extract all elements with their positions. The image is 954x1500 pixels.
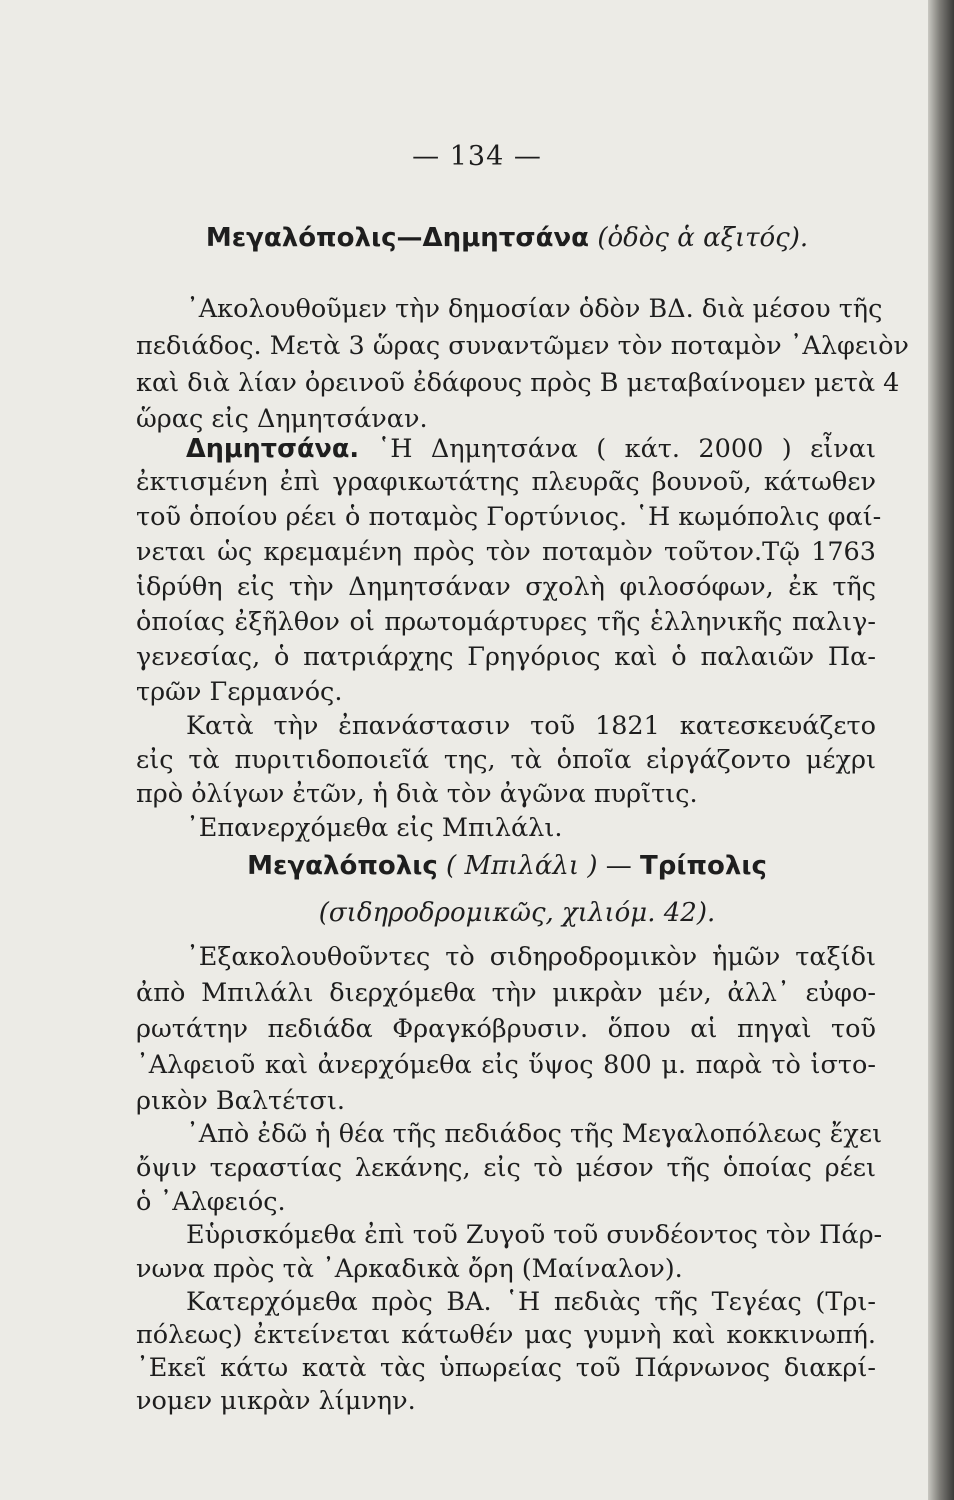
text-line: γενεσίας, ὁ πατριάρχης Γρηγόριος καὶ ὁ παλαιῶν Πα- bbox=[136, 642, 876, 672]
text-line: ρωτάτην πεδιάδα Φραγκόβρυσιν. ὅπου αἱ πηγαὶ τοῦ bbox=[136, 1014, 876, 1044]
section-title-from: Μεγαλόπολις bbox=[247, 851, 438, 881]
text-line: εἰς τὰ πυριτιδοποιεῖά της, τὰ ὁποῖα εἰργάζοντο μέχρι bbox=[136, 745, 876, 775]
section-heading-megalopolis-tripolis bbox=[30, 851, 954, 881]
section-route-note: (ὁδὸς ἁ αξιτός). bbox=[597, 223, 809, 253]
section-route-note: (σιδηροδρομικῶς, χιλιόμ. 42). bbox=[318, 898, 716, 928]
section-title-station: ( Μπιλάλι ) bbox=[446, 851, 598, 881]
text-line: ἀπὸ Μπιλάλι διερχόμεθα τὴν μικρὰν μέν, ἀλλ᾿ εὐφο- bbox=[136, 978, 876, 1008]
text-line: τοῦ ὁποίου ρέει ὁ ποταμὸς Γορτύνιος. ῾Η κωμόπολις φαί- bbox=[136, 502, 882, 532]
page-number: — 134 — bbox=[412, 141, 542, 172]
text-line: καὶ διὰ λίαν ὀρεινοῦ ἐδάφους πρὸς Β μεταβαίνομεν μετὰ 4 bbox=[136, 368, 900, 398]
text-line: ρικὸν Βαλτέτσι. bbox=[136, 1086, 345, 1116]
text-line: τρῶν Γερμανός. bbox=[136, 677, 343, 707]
text-line: νωνα πρὸς τὰ ᾿Αρκαδικὰ ὄρη (Μαίναλον). bbox=[136, 1254, 683, 1284]
text-line: πρὸ ὀλίγων ἐτῶν, ἡ διὰ τὸν ἀγῶνα πυρῖτις. bbox=[136, 779, 698, 809]
text-line: ἐκτισμένη ἐπὶ γραφικωτάτης πλευρᾶς βουνοῦ, κάτωθεν bbox=[136, 467, 876, 497]
text-line: πεδιάδος. Μετὰ 3 ὥρας συναντῶμεν τὸν ποταμὸν ᾿Αλφειὸν bbox=[136, 331, 909, 361]
text-line: πόλεως) ἐκτείνεται κάτωθέν μας γυμνὴ καὶ κοκκινωπή. bbox=[136, 1320, 876, 1350]
text-line: ᾿Αλφειοῦ καὶ ἀνερχόμεθα εἰς ὕψος 800 μ. παρὰ τὸ ἱστο- bbox=[136, 1050, 876, 1080]
text-line: ὄψιν τεραστίας λεκάνης, εἰς τὸ μέσον τῆς ὁποίας ρέει bbox=[136, 1153, 876, 1183]
section-title-dash: — bbox=[605, 851, 632, 881]
text-line: ᾿Εκεῖ κάτω κατὰ τὰς ὑπωρείας τοῦ Πάρνωνος διακρί- bbox=[136, 1353, 876, 1383]
text-line: Κατὰ τὴν ἐπανάστασιν τοῦ 1821 κατεσκευάζετο bbox=[186, 711, 876, 741]
section-title: Μεγαλόπολις—Δημητσάνα bbox=[205, 223, 590, 253]
text-line: Εὑρισκόμεθα ἐπὶ τοῦ Ζυγοῦ τοῦ συνδέοντος τὸν Πάρ- bbox=[186, 1220, 883, 1250]
text-line: ᾿Ακολουθοῦμεν τὴν δημοσίαν ὁδὸν ΒΔ. διὰ μέσου τῆς bbox=[186, 294, 883, 324]
section-title-to: Τρίπολις bbox=[640, 851, 767, 881]
text-line: ὁποίας ἐξῆλθον οἱ πρωτομάρτυρες τῆς ἑλληνικῆς παλιγ- bbox=[136, 607, 876, 637]
text-line: ᾿Εξακολουθοῦντες τὸ σιδηροδρομικὸν ἡμῶν ταξίδι bbox=[186, 942, 876, 972]
text-line: ᾿Απὸ ἐδῶ ἡ θέα τῆς πεδιάδος τῆς Μεγαλοπόλεως ἔχει bbox=[186, 1119, 883, 1149]
text-line: ᾿Επανερχόμεθα εἰς Μπιλάλι. bbox=[186, 813, 563, 843]
text-line-rest: ῾Η Δημητσάνα ( κάτ. 2000 ) εἶναι bbox=[377, 434, 877, 464]
text-line: ὥρας εἰς Δημητσάναν. bbox=[136, 404, 428, 434]
text-line: ὁ ᾿Αλφειός. bbox=[136, 1187, 286, 1217]
text-line: νομεν μικρὰν λίμνην. bbox=[136, 1386, 416, 1416]
section-heading-megalopolis-dimitsana bbox=[30, 223, 954, 253]
runin-heading-dimitsana: Δημητσάνα. bbox=[186, 434, 360, 464]
text-line-runin bbox=[186, 434, 877, 464]
text-line: Κατερχόμεθα πρὸς ΒΑ. ῾Η πεδιὰς τῆς Τεγέας (Τρι- bbox=[186, 1287, 876, 1317]
text-line: νεται ὡς κρεμαμένη πρὸς τὸν ποταμὸν τοῦτον.Τῷ 1763 bbox=[136, 537, 876, 567]
text-line: ἱδρύθη εἰς τὴν Δημητσάναν σχολὴ φιλοσόφων, ἐκ τῆς bbox=[136, 572, 876, 602]
